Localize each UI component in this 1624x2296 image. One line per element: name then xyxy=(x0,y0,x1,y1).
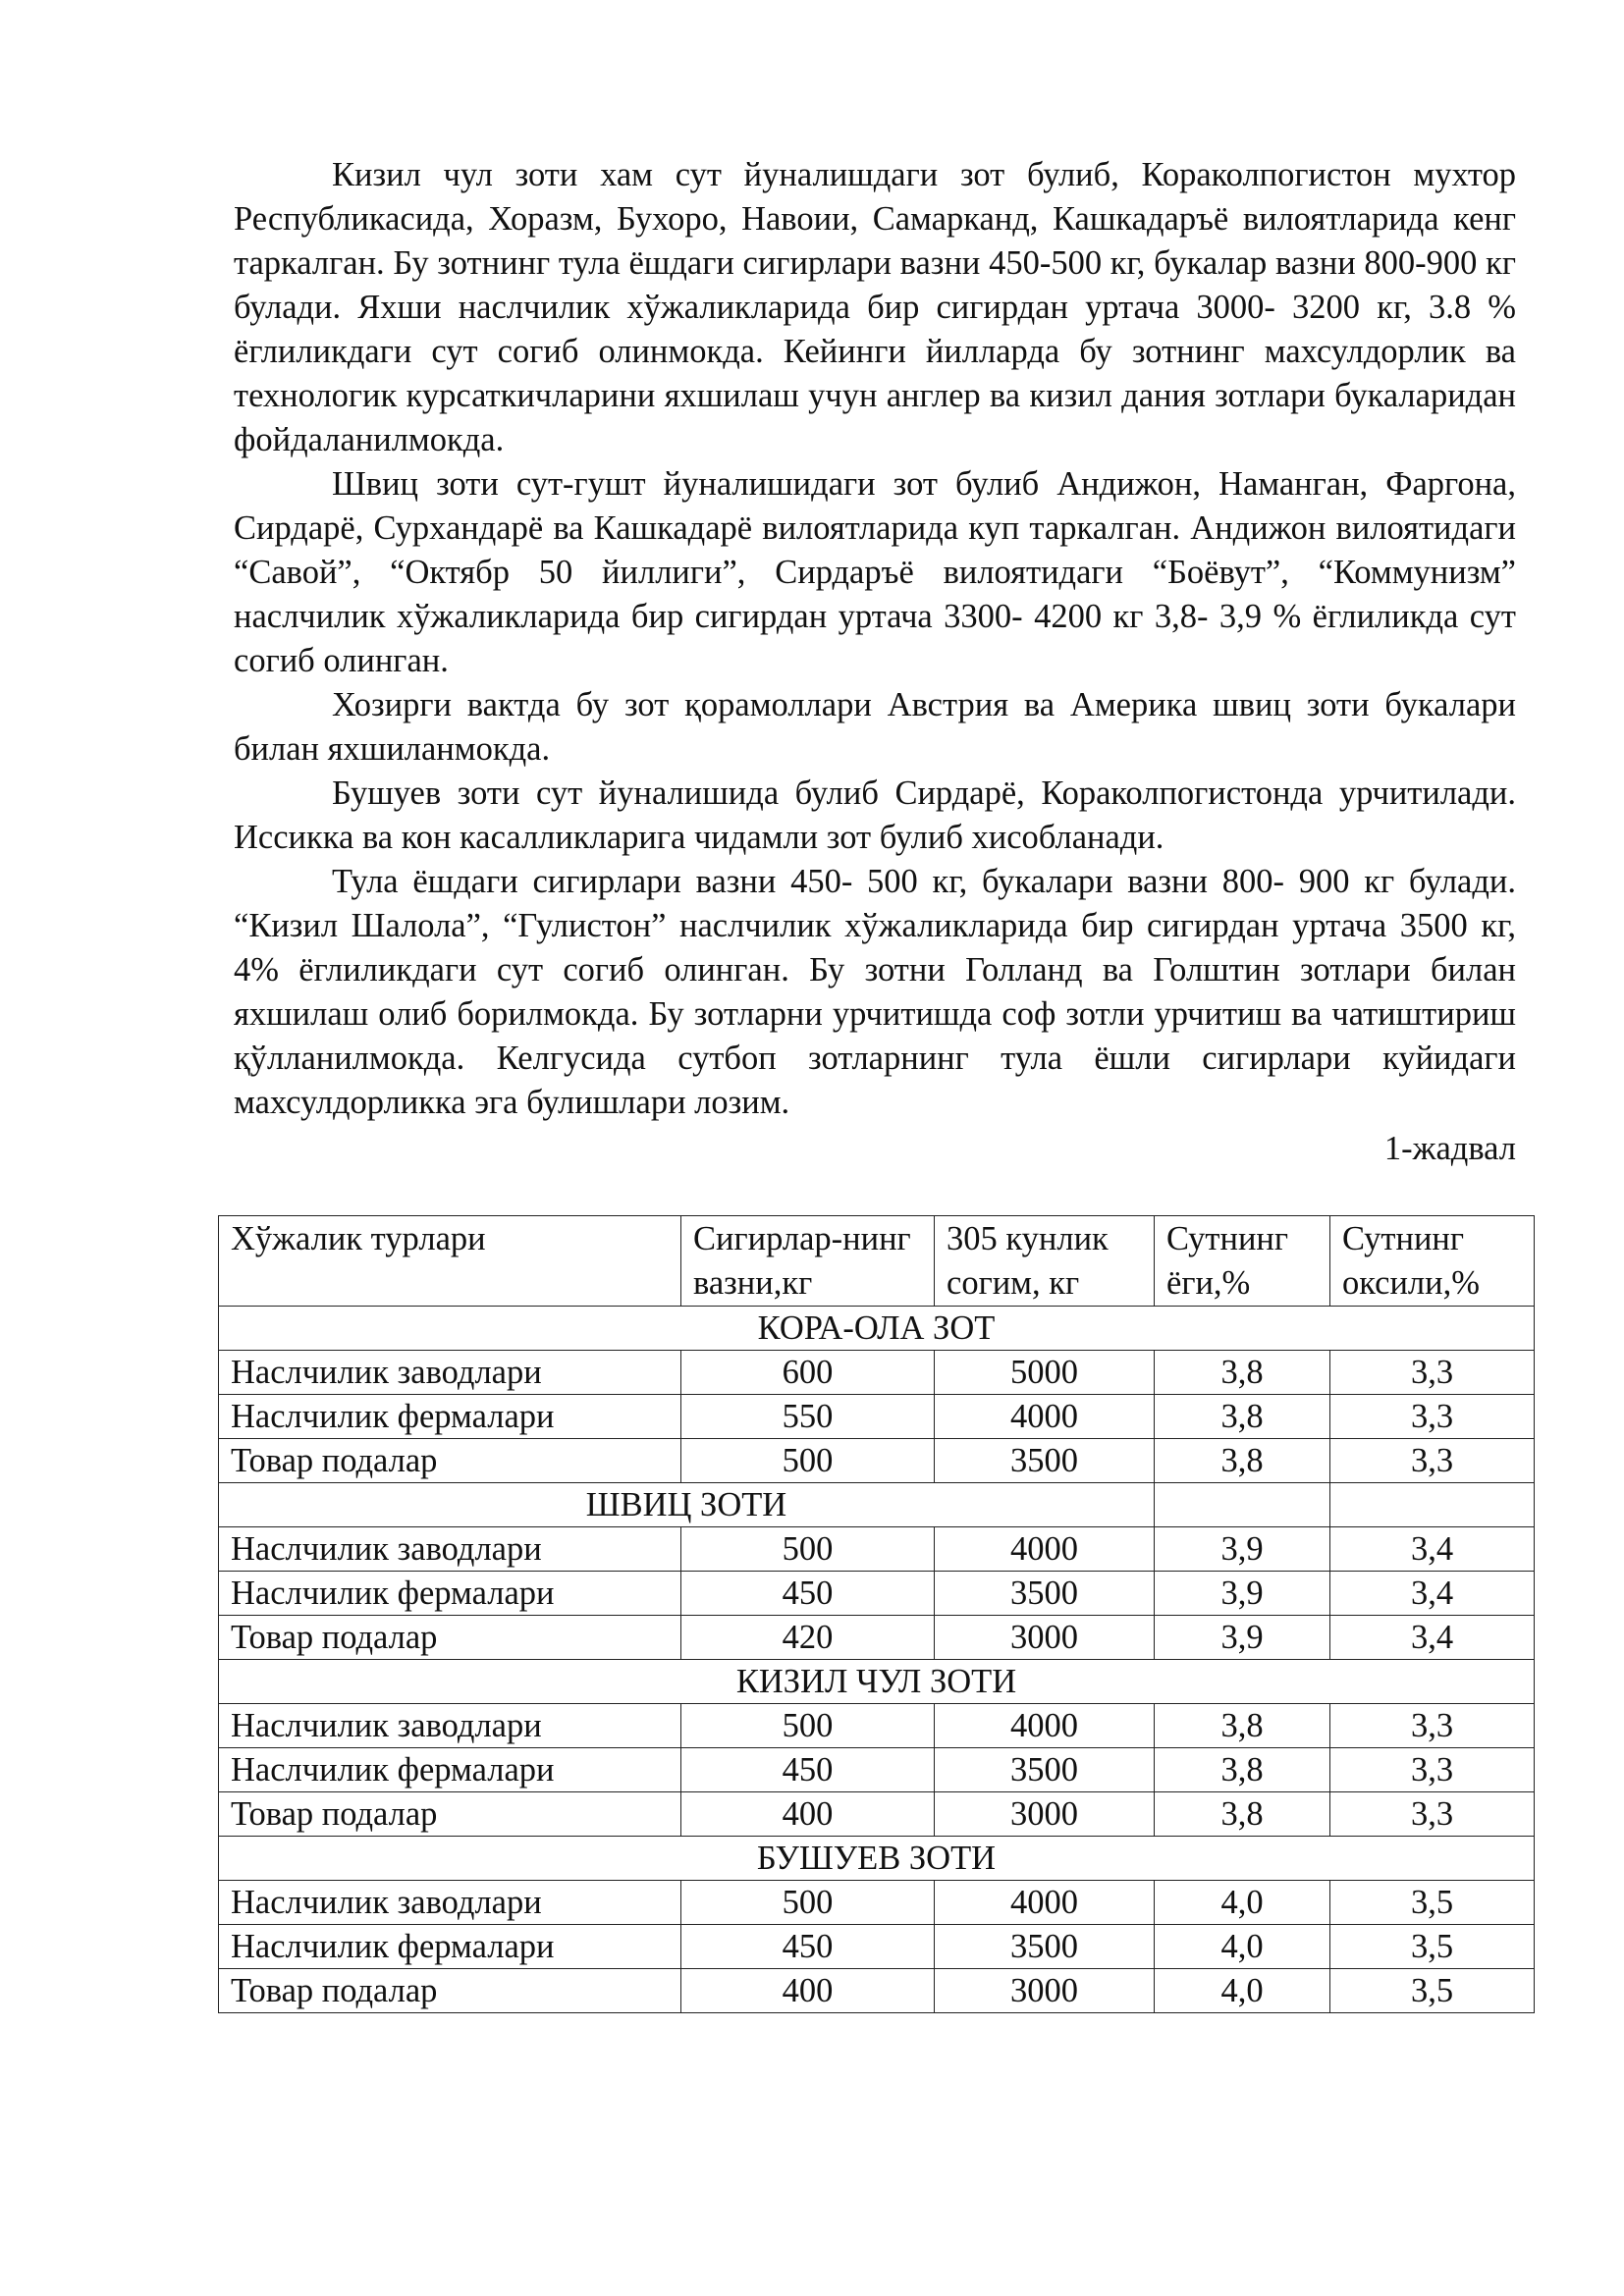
table-cell: 450 xyxy=(681,1748,935,1792)
table-cell: Наслчилик заводлари xyxy=(219,1527,681,1572)
table-cell: 550 xyxy=(681,1395,935,1439)
table-cell: 3,3 xyxy=(1330,1748,1535,1792)
table-cell: 4,0 xyxy=(1155,1925,1330,1969)
section-title: КИЗИЛ ЧУЛ ЗОТИ xyxy=(219,1660,1535,1704)
table-cell: Наслчилик фермалари xyxy=(219,1572,681,1616)
table-cell: 5000 xyxy=(935,1351,1155,1395)
table-cell: 3,5 xyxy=(1330,1925,1535,1969)
table-cell: 4,0 xyxy=(1155,1881,1330,1925)
table-cell: 3,8 xyxy=(1155,1748,1330,1792)
table-row xyxy=(219,1395,1535,1439)
table-cell: Наслчилик заводлари xyxy=(219,1704,681,1748)
table-cell: Наслчилик фермалари xyxy=(219,1395,681,1439)
table-row xyxy=(219,1969,1535,2013)
breeds-table xyxy=(218,1215,1535,2013)
table-cell: 3500 xyxy=(935,1439,1155,1483)
table-cell: 3500 xyxy=(935,1572,1155,1616)
table-cell: 3,3 xyxy=(1330,1704,1535,1748)
table-row xyxy=(219,1925,1535,1969)
table-cell: 3,3 xyxy=(1330,1792,1535,1837)
paragraph-bushuev-weights: Тула ёшдаги сигирлари вазни 450- 500 кг, букалари вазни 800- 900 кг булади. “Кизил Шалола”, “Гулистон” наслчилик хўжаликларида бир сигирдан уртача 3500 кг, 4% ёглиликдаги сут согиб олинган. Бу зотни Голланд ва Голштин зотлари билан яхшилаш олиб борилмокда. Бу зотларни урчитишда соф зотли урчитиш ва чатиштириш қўлланилмокда. Келгусида сутбоп зотларнинг тула ёшли сигирлари куйидаги махсулдорликка эга булишлари лозим. xyxy=(234,863,1516,1121)
table-row xyxy=(219,1527,1535,1572)
table-cell: Товар подалар xyxy=(219,1616,681,1660)
table-section-row xyxy=(219,1837,1535,1881)
table-cell: 3,8 xyxy=(1155,1439,1330,1483)
table-cell: Товар подалар xyxy=(219,1439,681,1483)
table-cell: 400 xyxy=(681,1969,935,2013)
table-cell: Наслчилик заводлари xyxy=(219,1351,681,1395)
table-header-row xyxy=(219,1216,1535,1307)
table-cell: 3,5 xyxy=(1330,1969,1535,2013)
table-cell: 3,4 xyxy=(1330,1572,1535,1616)
document-page xyxy=(234,153,1516,1170)
table-row xyxy=(219,1748,1535,1792)
table-row xyxy=(219,1616,1535,1660)
table-cell: 3,8 xyxy=(1155,1792,1330,1837)
table-section-row xyxy=(219,1483,1535,1527)
table-cell: 3,9 xyxy=(1155,1572,1330,1616)
table-cell: 450 xyxy=(681,1925,935,1969)
table-cell: Товар подалар xyxy=(219,1792,681,1837)
table-cell: 500 xyxy=(681,1439,935,1483)
table-cell: 3,8 xyxy=(1155,1704,1330,1748)
table-row xyxy=(219,1572,1535,1616)
table-cell: 4,0 xyxy=(1155,1969,1330,2013)
table-cell: 3,9 xyxy=(1155,1527,1330,1572)
table-cell: 420 xyxy=(681,1616,935,1660)
paragraph-shvits: Швиц зоти сут-гушт йуналишидаги зот булиб Андижон, Наманган, Фаргона, Сирдарё, Сурхандарё ва Кашкадарё вилоятларида куп таркалган. Андижон вилоятидаги “Савой”, “Октябр 50 йиллиги”, Сирдаръё вилоятидаги “Боёвут”, “Коммунизм” наслчилик хўжаликларида бир сигирдан уртача 3300- 4200 кг 3,8- 3,9 % ёглиликда сут согиб олинган. xyxy=(234,465,1516,679)
table-cell: 3,4 xyxy=(1330,1616,1535,1660)
header-milk-yield: 305 кунлик согим, кг xyxy=(935,1216,1155,1307)
table-caption: 1-жадвал xyxy=(1383,1130,1516,1167)
table-cell: 3000 xyxy=(935,1792,1155,1837)
table-cell: 3,3 xyxy=(1330,1351,1535,1395)
table-section-row xyxy=(219,1307,1535,1351)
table-cell: Наслчилик фермалари xyxy=(219,1925,681,1969)
section-title: БУШУЕВ ЗОТИ xyxy=(219,1837,1535,1881)
header-farm-type: Хўжалик турлари xyxy=(219,1216,681,1307)
table-cell: 500 xyxy=(681,1527,935,1572)
table-cell-empty xyxy=(1330,1483,1535,1527)
table-cell: 450 xyxy=(681,1572,935,1616)
table-cell: Наслчилик заводлари xyxy=(219,1881,681,1925)
table-cell: 3,5 xyxy=(1330,1881,1535,1925)
header-milk-fat: Сутнинг ёги,% xyxy=(1155,1216,1330,1307)
table-cell: 600 xyxy=(681,1351,935,1395)
table-row xyxy=(219,1792,1535,1837)
table-cell: 3,3 xyxy=(1330,1395,1535,1439)
table-cell: 3,8 xyxy=(1155,1395,1330,1439)
table-cell: 400 xyxy=(681,1792,935,1837)
paragraph-kizil-chul: Кизил чул зоти хам сут йуналишдаги зот булиб, Кораколпогистон мухтор Республикасида, Хоразм, Бухоро, Навоии, Самарканд, Кашкадаръё вилоятларида кенг таркалган. Бу зотнинг тула ёшдаги сигирлари вазни 450-500 кг, букалар вазни 800-900 кг булади. Яхши наслчилик хўжаликларида бир сигирдан уртача 3000- 3200 кг, 3.8 % ёглиликдаги сут согиб олинмокда. Кейинги йилларда бу зотнинг махсулдорлик ва технологик курсаткичларини яхшилаш учун англер ва кизил дания зотлари букаларидан фойдаланилмокда. xyxy=(234,156,1516,458)
table-cell: 3,3 xyxy=(1330,1439,1535,1483)
table-cell: 4000 xyxy=(935,1395,1155,1439)
table-cell: 500 xyxy=(681,1704,935,1748)
table-section-row xyxy=(219,1660,1535,1704)
header-cow-weight: Сигирлар-нинг вазни,кг xyxy=(681,1216,935,1307)
paragraph-shvits-improvement: Хозирги вактда бу зот қорамоллари Австрия ва Америка швиц зоти букалари билан яхшиланмокда. xyxy=(234,686,1516,768)
table-row xyxy=(219,1704,1535,1748)
table-row xyxy=(219,1881,1535,1925)
table-cell: 3,4 xyxy=(1330,1527,1535,1572)
table-cell: 4000 xyxy=(935,1704,1155,1748)
table-cell: 3,8 xyxy=(1155,1351,1330,1395)
header-milk-protein: Сутнинг оксили,% xyxy=(1330,1216,1535,1307)
table-cell: 3500 xyxy=(935,1748,1155,1792)
table-cell: Товар подалар xyxy=(219,1969,681,2013)
table-cell: 3000 xyxy=(935,1616,1155,1660)
table-cell: 4000 xyxy=(935,1881,1155,1925)
section-title: ШВИЦ ЗОТИ xyxy=(219,1483,1155,1527)
table-cell: 500 xyxy=(681,1881,935,1925)
paragraph-bushuev: Бушуев зоти сут йуналишида булиб Сирдарё, Кораколпогистонда урчитилади. Иссикка ва кон касалликларига чидамли зот булиб хисобланади. xyxy=(234,774,1516,856)
table-row xyxy=(219,1351,1535,1395)
table-cell: 3,9 xyxy=(1155,1616,1330,1660)
section-title: КОРА-ОЛА ЗОТ xyxy=(219,1307,1535,1351)
table-cell: 3500 xyxy=(935,1925,1155,1969)
table-cell: Наслчилик фермалари xyxy=(219,1748,681,1792)
table-cell: 3000 xyxy=(935,1969,1155,2013)
table-cell-empty xyxy=(1155,1483,1330,1527)
table-cell: 4000 xyxy=(935,1527,1155,1572)
table-row xyxy=(219,1439,1535,1483)
